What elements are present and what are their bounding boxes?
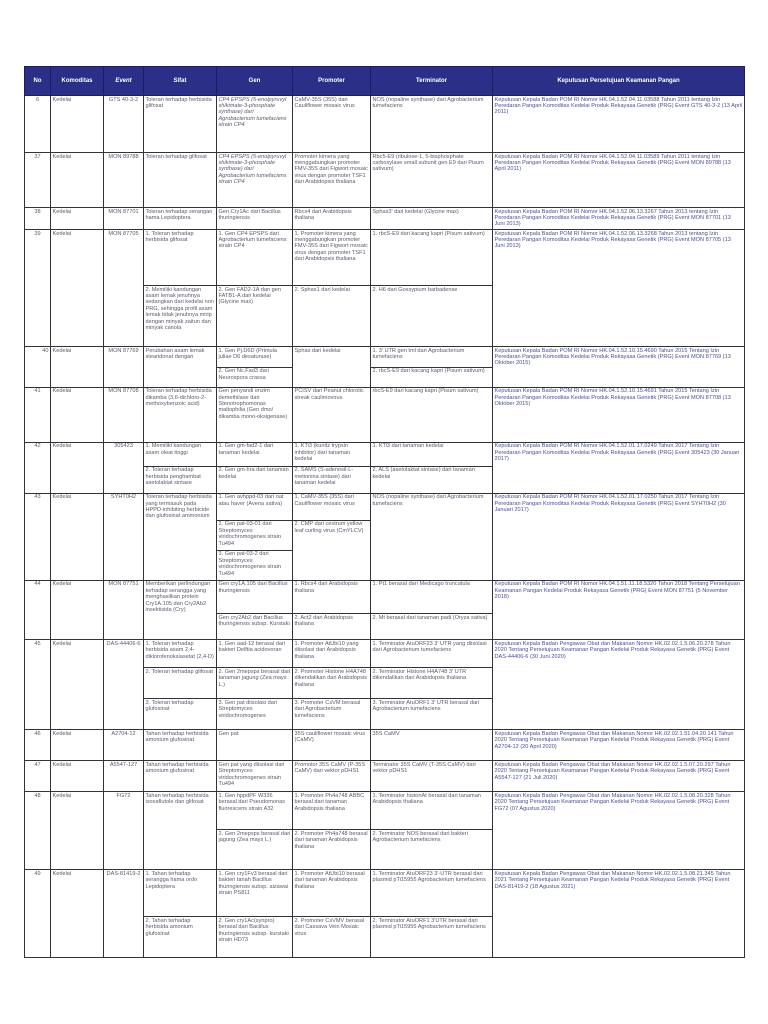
cell-promoter: 1. CaMV-35S (35S) dari Cauliflower mosaic virus [293,493,371,520]
cell-event: DAS-44406-6 [104,640,144,668]
cell-promoter: PCISV dari Peanut chlorotic streak caulimovirus [293,387,371,442]
cell-keputusan: Keputusan Kepala Badan POM RI Nomor HK.04.1.52.04.11.03589 Tahun 2011 tentang Izin Peredaran Pangan Komoditas Kedelai Produk Rekayasa Genetik (PRG) Event MON 89788 (13 April 2011) [493,153,745,208]
header-promoter: Promoter [293,67,371,96]
cell-terminator: 1. Terminator histonAt berasal dari tanaman Arabidopsis thaliana [371,792,493,830]
table-subrow [25,917,745,958]
table-subrow [25,520,745,550]
cell-terminator: 1. Terminator AtuORF23 3' UTR yang diisolasi dari Agrobacterium tumefaciens [371,640,493,668]
cell-gen: Gen pat yang diisolasi dari Streptomyces viridochromogenes strain Tu494 [217,761,293,792]
table-subrow [25,830,745,870]
cell-event: DAS-81419-2 [104,870,144,917]
cell-sifat: 1. Memiliki kandungan asam oleat tinggi [144,442,217,466]
cell-keputusan: Keputusan Kepala Badan Pengawas Obat dan Makanan Nomor HK.02.02.1.51.04.20.141 Tahun 2020 Tentang Persetujuan Keamanan Pangan Kedelai Produk Rekayasa Genetik (PRG) Event A2704-12 (20 April 2020) [493,730,745,761]
header-no: No [25,67,51,96]
cell-terminator: 1. Pt1 berasal dari Medicago truncatula [371,580,493,614]
cell-promoter: Rbcs4 dari Arabidopsis thaliana [293,208,371,230]
cell-terminator: 2. rbcS-E9 dari kacang kapri (Pisum sativum) [371,367,493,387]
cell-terminator: 2. Mt berasal dari tanaman padi (Oryza sativa) [371,614,493,640]
cell-komoditas: Kedelai [51,153,104,208]
cell-event: SYHT0H2 [104,493,144,520]
cell-no: 37 [25,153,51,208]
header-sifat: Sifat [144,67,217,96]
cell-sifat: Toleran terhadap herbisida dikamba (3,6-dichloro-2-methoxybenzoic acid) [144,387,217,442]
cell-event: MON 87701 [104,208,144,230]
cell-event: 305423 [104,442,144,466]
cell-terminator: Rbc5-E9 (ribulose-1, 5-bisphosphate carboxylase small subunit gen E9 dari Pisum sativum) [371,153,493,208]
table-row [25,230,745,286]
cell-event: MON 87751 [104,580,144,614]
header-terminator: Terminator [371,67,493,96]
cell-no: 6 [25,96,51,153]
cell-gen: 1. Gen Pj.D6D (Primula juliae D6 desaturase) [217,347,293,368]
cell-terminator: 2. Terminator NOS berasal dari bakteri Agrobacterium tumefaciens [371,830,493,870]
header-event: Event [104,67,144,96]
cell-terminator: 3. Terminator AtuORF1 3' UTR berasal dari Agrobacterium tumefaciens [371,699,493,730]
table-row [25,347,745,368]
cell-promoter: 2. Act2 dari Arabidopsis thaliana [293,614,371,640]
cell-gen: 1. Gen cry1Fv3 berasal dari bakteri tanah Bacillus thuringiensis subsp. aizawai strain PS811 [217,870,293,917]
cell-gen: Gen penyandi enzim demethilase dari Stenotrophomonas maltophilia (Gen dmo/ dikamba mono-oksigenase) [217,387,293,442]
cell-event: FG72 [104,792,144,830]
table-row [25,208,745,230]
cell-sifat: 2. Tahan terhadap herbisida amonium glufosinat [144,917,217,958]
cell-komoditas: Kedelai [51,493,104,520]
cell-keputusan: Keputusan Kepala Badan Pengawas Obat dan Makanan Nomor HK.02.02.1.5.07.20.297 Tahun 2020 Tentang Persetujuan Keamanan Pangan Kedelai Produk Rekayasa Genetik (PRG) Event A5547-127 (21 Juli 2020) [493,761,745,792]
cell-gen: CP4 EPSPS (5-enolpyruvyl shikimate-3-phosphate synthase) dari Agrobacterium tumefaciens strain CP4 [217,96,293,153]
cell-event: GTS 40-3-2 [104,96,144,153]
cell-gen: 2. Gen cry1Ac(synpro) berasal dari Bacillus thuringiensis subsp. kurstaki strain HD73 [217,917,293,958]
cell-terminator: NOS (nopaline synthase) dari Agrobacterium tumefaciens [371,493,493,520]
cell-promoter: Promoter kimera yang menggabungkan promoter FMV-35S dari Figwort mosaic virus dengan promoter TSF1 dari Arabidopsis thaliana [293,153,371,208]
cell-promoter: Sphas dari kedelai [293,347,371,368]
cell-komoditas: Kedelai [51,208,104,230]
cell-terminator: 35S CaMV [371,730,493,761]
cell-sifat: Tahan terhadap herbisida amonium glufosinat [144,730,217,761]
cell-gen: 2. Gen 2mepsps berasal dari tanaman jagung (Zea mays L.) [217,668,293,699]
table-row [25,387,745,442]
table-subrow [25,286,745,347]
cell-keputusan: Keputusan Kepala Badan Pengawas Obat dan Makanan Nomor HK.02.02.1.5.08.21.345 Tahun 2021 Tentang Persetujuan Keamanan Pangan Kedelai Produk Rekayasa Genetik (PRG) Event DAS-81419-2 (18 Agustus 2021) [493,870,745,917]
cell-sifat: 2. Memiliki kandungan asam lemak jenuhnya sedangkan dari kedelai non PRG, sehingga profil asam lemak tidak jenuhnya mirip dengan minyak zaitun dan minyak canola [144,286,217,347]
cell-terminator: 1. Terminator AtuORF23 3'-UTR berasal dari plasmid pTi15955 Agrobacterium tumefaciens [371,870,493,917]
cell-promoter: 2. CMP dari cestrum yellow leaf curling virus (CmYLCV) [293,520,371,550]
cell-gen: 1. Gen gm-fad2-1 dari tanaman kedelai [217,442,293,466]
cell-gen: 1. Gen hppdPF W336 berasal dari Pseudomonas fluorescens strain A32 [217,792,293,830]
table-row [25,96,745,153]
cell-sifat: Perubahan asam lemak stearidonat dengan [144,347,217,368]
cell-komoditas: Kedelai [51,580,104,614]
cell-no: 49 [25,870,51,917]
cell-gen: Gen Cry1Ac dari Bacillus thuringiensis [217,208,293,230]
cell-event: A2704-12 [104,730,144,761]
table-row [25,792,745,830]
cell-terminator: 1. KTi3 dari tanaman kedelai [371,442,493,466]
cell-komoditas: Kedelai [51,792,104,830]
cell-terminator: 2. H6 dari Gossypium barbadense [371,286,493,347]
cell-gen: Gen cry2Ab2 dari Bacillus thuringiensis subsp. Kurstaki [217,614,293,640]
cell-keputusan: Keputusan Kepala Badan POM RI Nomor HK.04.1.51.11.18.5320 Tahun 2018 Tentang Persetujuan Keamanan Pangan Kedelai Produk Rekayasa Genetik (PRG) Event MON 87751 (5 November 2018) [493,580,745,614]
cell-sifat: Toleran terhadap glifosat [144,153,217,208]
cell-keputusan: Keputusan Kepala Badan POM RI Nomor HK.04.1.52.06.13.3267 Tahun 2013 tentang Izin Peredaran Pangan Komoditas Kedelai Produk Rekayasa Genetik (PRG) Event MON 87701 (13 Juni 2013) [493,208,745,230]
cell-promoter: 1. Promoter kimera yang menggabungkan promoter FMV-35S dari Figwort mosaic virus dengan promoter TSF1 dari Arabidopsis thaliana [293,230,371,286]
table-row [25,442,745,466]
cell-promoter: Promotor 35S CaMV (P-35S CaMV) dari vektor pDHS1 [293,761,371,792]
header-gen: Gen [217,67,293,96]
cell-promoter: 2. Sphas1 dari kedelai [293,286,371,347]
gmo-approval-table [24,66,745,958]
header-keputusan: Keputusan Persetujuan Keamanan Pangan [493,67,745,96]
table-subrow [25,699,745,730]
table-row [25,580,745,614]
table-header-row [25,67,745,96]
cell-sifat: 1. Toleran terhadap herbisida glifosat [144,230,217,286]
cell-terminator: 1. rbcS-E9 dari kacang kapri (Pisum sativum) [371,230,493,286]
table-row [25,640,745,668]
cell-sifat: 1. Toleran terhadap herbisida asam 2,4-diklorofenoksiasetat (2,4-D) [144,640,217,668]
cell-sifat: 2. Toleran terhadap herbisida penghambat asetolaktat sintase [144,466,217,493]
cell-no: 42 [25,442,51,466]
cell-sifat: Tahan terhadap herbisida amonium glufosinat [144,761,217,792]
cell-gen: 2. Gen Nc.Fad3 dari Neurospora crassa [217,367,293,387]
cell-gen: 3. Gen pat diisolasi dari Streptomyces viridochromogenes [217,699,293,730]
cell-terminator: Sphas3' dari kedelai (Glycine max) [371,208,493,230]
cell-promoter: 1. Promoter Ph4a748 ABBC berasal dari tanaman Arabidopsis thaliana [293,792,371,830]
table-row [25,153,745,208]
cell-sifat: Memberikan perlindungan terhadap serangga yang menghasilkan protein Cry1A.105 dan Cry2Ab2 insektisida (Cry) [144,580,217,614]
cell-promoter: 2. Promoter Histone H4A748 dikendalikan dari Arabidopsis thaliana [293,668,371,699]
cell-event: A5547-127 [104,761,144,792]
cell-sifat: Toleran terhadap serangan hama Lepidoptera [144,208,217,230]
cell-no: 39 [25,230,51,286]
cell-komoditas: Kedelai [51,730,104,761]
cell-event: MON 87769 [104,347,144,368]
cell-no: 48 [25,792,51,830]
cell-komoditas: Kedelai [51,387,104,442]
table-row [25,493,745,520]
cell-no: 44 [25,580,51,614]
cell-gen: Gen cry1A.105 dari Bacillus thuringiensis [217,580,293,614]
cell-keputusan: Keputusan Kepala Badan POM RI Nomor HK.04.1.52.10.15.4691 Tahun 2015 Tentang Izin Peredaran Pangan Komoditas Kedelai Produk Rekayasa Genetik (PRG) Event MON 87708 (13 Oktober 2015) [493,387,745,442]
cell-keputusan: Keputusan Kepala Badan POM RI Nomor HK.04.1.52.06.13.3268 Tahun 2013 tentang Izin Peredaran Pangan Komoditas Kedelai Produk Rekayasa Genetik (PRG) Event MON 87705 (13 Juni 2013) [493,230,745,286]
cell-terminator: 2. Terminator Histone H4A748 3' UTR dikendalikan dari Arabidopsis thaliana [371,668,493,699]
cell-event: MON 89788 [104,153,144,208]
table-subrow [25,668,745,699]
cell-komoditas: Kedelai [51,347,104,368]
cell-terminator: Terminator 35S CaMV (T-35S CaMV) dari vektor pDHS1 [371,761,493,792]
table-row [25,730,745,761]
cell-gen: 2. Gen 2mepsps berasal dari jagung (Zea mays L.) [217,830,293,870]
cell-komoditas: Kedelai [51,870,104,917]
cell-no: 45 [25,640,51,668]
cell-komoditas: Kedelai [51,96,104,153]
cell-keputusan: Keputusan Kepala Badan Pengawas Obat dan Makanan Nomor HK.02.02.1.5.06.20.278 Tahun 2020 Tentang Persetujuan Keamanan Pangan Kedelai Produk Rekayasa Genetik (PRG) Event DAS-44406-6 (30 Juni 2020) [493,640,745,668]
cell-gen: 2. Gen pat-03-01 dari Streptomyces viridochromogenes strain Tu494 [217,520,293,550]
cell-sifat: Toleran terhadap herbisida glifosat [144,96,217,153]
cell-komoditas: Kedelai [51,442,104,466]
cell-no: 43 [25,493,51,520]
cell-gen: 1. Gen aad-12 berasal dari bakteri Delftia acidovoran [217,640,293,668]
cell-promoter: 2. Promoter Ph4a748 berasal dari tanaman Arabidopsis thaliana [293,830,371,870]
cell-event: MON 87708 [104,387,144,442]
cell-terminator: rbcS-E9 dari kacang kapri (Pisum sativum) [371,387,493,442]
cell-komoditas: Kedelai [51,640,104,668]
cell-keputusan: Keputusan Kepala Badan POM RI Nomor HK.04.1.52.01.17.0250 Tahun 2017 Tentang Izin Peredaran Pangan Komoditas Kedelai Produk Rekayasa Genetik (PRG) Event SYHT0H2 (30 Januari 2017) [493,493,745,520]
cell-no: 41 [25,387,51,442]
cell-promoter: 35S cauliflower mosaic virus (CaMV) [293,730,371,761]
header-komoditas: Komoditas [51,67,104,96]
cell-keputusan: Keputusan Kepala Badan POM RI Nomor HK.04.1.52.04.11.03588 Tahun 2011 tentang Izin Peredaran Pangan Komoditas Kedelai Produk Rekayasa Genetik (PRG) Event GTS 40-3-2 (13 April 2011) [493,96,745,153]
cell-promoter: 1. Promoter AtUbi10 berasal dari tanaman Arabidopsis thaliana [293,870,371,917]
cell-sifat: 2. Toleran terhadap glifosat [144,668,217,699]
cell-terminator: 1. 3' UTR gen tml dari Agrobacterium tumefaciens [371,347,493,368]
cell-sifat: Tahan terhadap herbisida isoxaflutole dan glifosat [144,792,217,830]
document-page [24,66,744,958]
cell-gen: 1. Gen avhppd-03 dari oat atau haver (Avena sativa) [217,493,293,520]
cell-no: 47 [25,761,51,792]
table-row [25,761,745,792]
cell-sifat: 3. Toleran terhadap glufosinat [144,699,217,730]
cell-gen: 2. Gen FAD2-1A dan gen FATB1-A dari kedelai (Glycine max) [217,286,293,347]
table-subrow [25,614,745,640]
table-row [25,870,745,917]
cell-komoditas: Kedelai [51,761,104,792]
cell-keputusan: Keputusan Kepala Badan Pengawas Obat dan Makanan Nomor HK.02.02.1.5.08.20.328 Tahun 2020 Tentang Persetujuan Keamanan Pangan Kedelai Produk Rekayasa Genetik (PRG) Event FG72 (07 Agustus 2020) [493,792,745,830]
cell-no: 46 [25,730,51,761]
cell-sifat: 1. Tahan terhadap serangga hama ordo Lepidoptera [144,870,217,917]
cell-no: 40 [25,347,51,368]
cell-promoter: 3. Promoter CsVM berasal dari Agrobacterium tumefaciens [293,699,371,730]
cell-gen: 3. Gen pat-03-2 dari Streptomyces viridochromogenes strain Tu494 [217,550,293,580]
cell-gen: 2. Gen gm-hra dari tanaman kedelai [217,466,293,493]
table-subrow [25,466,745,493]
cell-promoter: CaMV-35S (35S) dari Cauliflower mosaic virus [293,96,371,153]
cell-promoter: 1. KTi3 (kunitz trypsin inhibitor) dari tanaman kedelai [293,442,371,466]
cell-promoter: 1. Rbcs4 dari Arabidopsis thaliana [293,580,371,614]
cell-event: MON 87705 [104,230,144,286]
cell-promoter: 2. SAMS (S-adenosil-L-metionina sintase) dari tanaman kedelai [293,466,371,493]
cell-promoter: 1. Promoter AtUbi10 yang diisolasi dari Arabidopsis thaliana [293,640,371,668]
cell-gen: Gen pat [217,730,293,761]
cell-gen: 1. Gen CP4 EPSPS dari Agrobacterium tumefaciens strain CP4 [217,230,293,286]
cell-terminator: NOS (nopaline synthase) dari Agrobacterium tumefaciens [371,96,493,153]
table-subrow [25,550,745,580]
cell-keputusan: Keputusan Kepala Badan POM RI Nomor HK.04.1.52.01.17.0249 Tahun 2017 Tentang Izin Peredaran Pangan Komoditas Kedelai Produk Rekayasa Genetik (PRG) Event 305423 (30 Januari 2017) [493,442,745,466]
cell-gen: CP4 EPSPS (5-enolpyruvyl shikimate-3-phosphate synthase) dari Agrobacterium tumefaciens strain CP4 [217,153,293,208]
cell-keputusan: Keputusan Kepala Badan POM RI Nomor HK.04.1.52.10.15.4690 Tahun 2015 Tentang Izin Peredaran Pangan Komoditas Kedelai Produk Rekayasa Genetik (PRG) Event MON 87769 (13 Oktober 2015) [493,347,745,368]
cell-terminator: 2. Terminator AtuORF1 3'UTR berasal dari plasmid pTi15955 Agrobacterium tumefaciens [371,917,493,958]
cell-terminator: 2. ALS (asetolaktat sintase) dari tanaman kedelai [371,466,493,493]
cell-sifat: Toleran terhadap herbisida yang termasuk pada HPPD-inhibiting herbicide dan glufosinat ammonium [144,493,217,520]
cell-no: 38 [25,208,51,230]
table-subrow [25,367,745,387]
cell-komoditas: Kedelai [51,230,104,286]
cell-promoter: 2. Promoter CsVMV berasal dari Cassava Vein Mosaic virus [293,917,371,958]
